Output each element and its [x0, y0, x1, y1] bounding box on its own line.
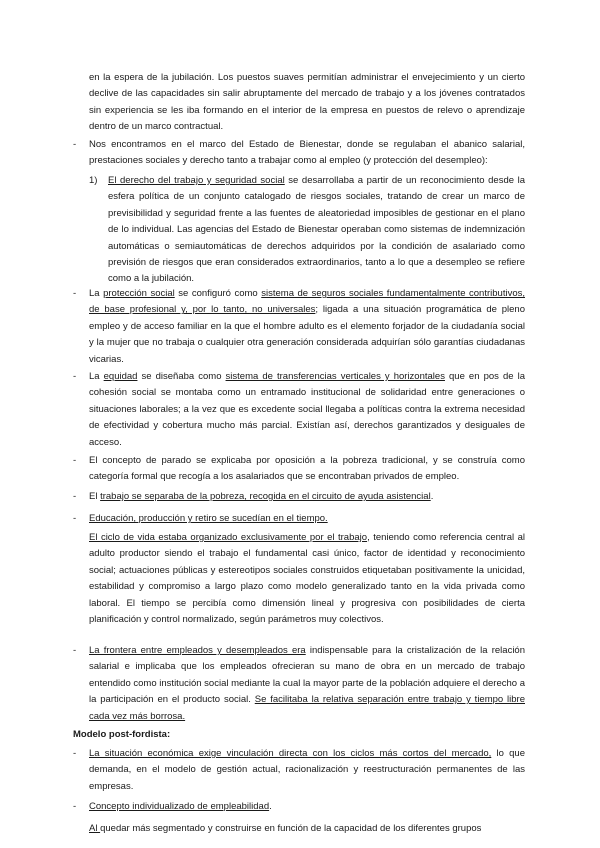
bullet-welfare-state: Nos encontramos en el marco del Estado de Bienestar, donde se regulaban el abanico salarial, prestaciones sociales y derecho tanto a trabajar como al empleo (y protección del desempleo): [89, 139, 525, 167]
bullet-education-production: Educación, producción y retiro se sucedían en el tiempo. [89, 513, 328, 524]
bullet-dash: - [73, 513, 77, 524]
numbered-item-labor-law: El derecho del trabajo y seguridad social se desarrollaba a partir de un reconocimiento desde la esfera política de un conjunto catalogado de riesgos sociales, tratando de crear un marco de previsibilidad y seguridad frente a las fuentes de aleatoriedad imposibles de gestionar en el plano de lo individual. Las agencias del Estado de Bienestar operaban como sistemas de indemnización automáticas o semiautomáticas de derechos adquiridos por la condición de asalariado como previsión de riesgos que eran considerados extraordinarios, tanto a lo que a desempleo se refiere como a la jubilación. [108, 175, 525, 285]
bullet-dash: - [73, 371, 77, 382]
bullet-equity: La equidad se diseñaba como sistema de transferencias verticales y horizontales que en pos de la cohesión social se montaba como un entramado institucional de solidaridad entre generaciones o situaciones laborales; a la vez que es excedente social llegaba a políticas contra la extrema necesidad de efectividad y cobertura mucho más parcial. Existían así, derechos garantizados y desiguales de acceso. [89, 371, 525, 448]
bullet-dash: - [73, 139, 77, 150]
bullet-employability: Concepto individualizado de empleabilidad. [89, 801, 272, 812]
bullet-unemployed-concept: El concepto de parado se explicaba por oposición a la pobreza tradicional, y se construía como categoría formal que recogía a los asalariados que se encontraban privados de empleo. [89, 455, 525, 483]
bullet-dash: - [73, 645, 77, 656]
bullet-employed-frontier: La frontera entre empleados y desempleados era indispensable para la cristalización de la relación salarial e implicaba que los empleados ofrecieran su mano de obra en un mercado de trabajo entendido como institución social mediante la cual la mayor parte de la población adquiere el derecho a la participación en el producto social. Se facilitaba la relativa separación entre trabajo y tiempo libre cada vez más borrosa. [89, 645, 526, 722]
bullet-dash: - [73, 748, 77, 759]
bullet-economic-situation: La situación económica exige vinculación directa con los ciclos más cortos del mercado, lo que demanda, en el modelo de gestión actual, racionalización y reestructuración permanentes de las empresas. [89, 748, 525, 792]
numbered-marker: 1) [89, 175, 98, 186]
bullet-dash: - [73, 288, 77, 299]
bullet-dash: - [73, 455, 77, 466]
segmented-paragraph: Al quedar más segmentado y construirse en función de la capacidad de los diferentes grupos [89, 823, 482, 834]
section-heading: Modelo post-fordista: [73, 729, 171, 740]
labor-law-term: El derecho del trabajo y seguridad social [108, 175, 285, 186]
bullet-work-poverty: El trabajo se separaba de la pobreza, recogida en el circuito de ayuda asistencial. [89, 491, 434, 502]
bullet-dash: - [73, 801, 77, 812]
life-cycle-paragraph: El ciclo de vida estaba organizado exclusivamente por el trabajo, teniendo como referencia central al adulto productor siendo el trabajo el fundamental casi único, factor de identidad y reconocimiento social; actuaciones públicas y estereotipos sociales construidos etiquetaban positivamente la unicidad, estabilidad y compromiso a largo plazo como modelo generalizado tanto en la vida privada como laboral. El tiempo se percibía como dimensión lineal y progresiva con posibilidades de cierta planificación y control normalizado, según parámetros muy colectivos. [89, 532, 525, 626]
bullet-social-protection: La protección social se configuró como sistema de seguros sociales fundamentalmente contributivos, de base profesional y, por lo tanto, no universales; ligada a una situación programática de pleno empleo y de acceso familiar en la que el hombre adulto es el elemento forjador de la ciudadanía social y la mujer que no trabaja o cualquier otra generación considerada adquirían sólo garantías ciudadanas vicarias. [89, 288, 525, 365]
bullet-dash: - [73, 491, 77, 502]
intro-paragraph: en la espera de la jubilación. Los puestos suaves permitían administrar el envejecimiento y un cierto declive de las capacidades sin salir abruptamente del mercado de trabajo y a los jóvenes contratados sin experiencia se les iba formando en el interior de la empresa en puestos de relevo o aprendizaje dentro de un marco contractual. [89, 72, 525, 133]
